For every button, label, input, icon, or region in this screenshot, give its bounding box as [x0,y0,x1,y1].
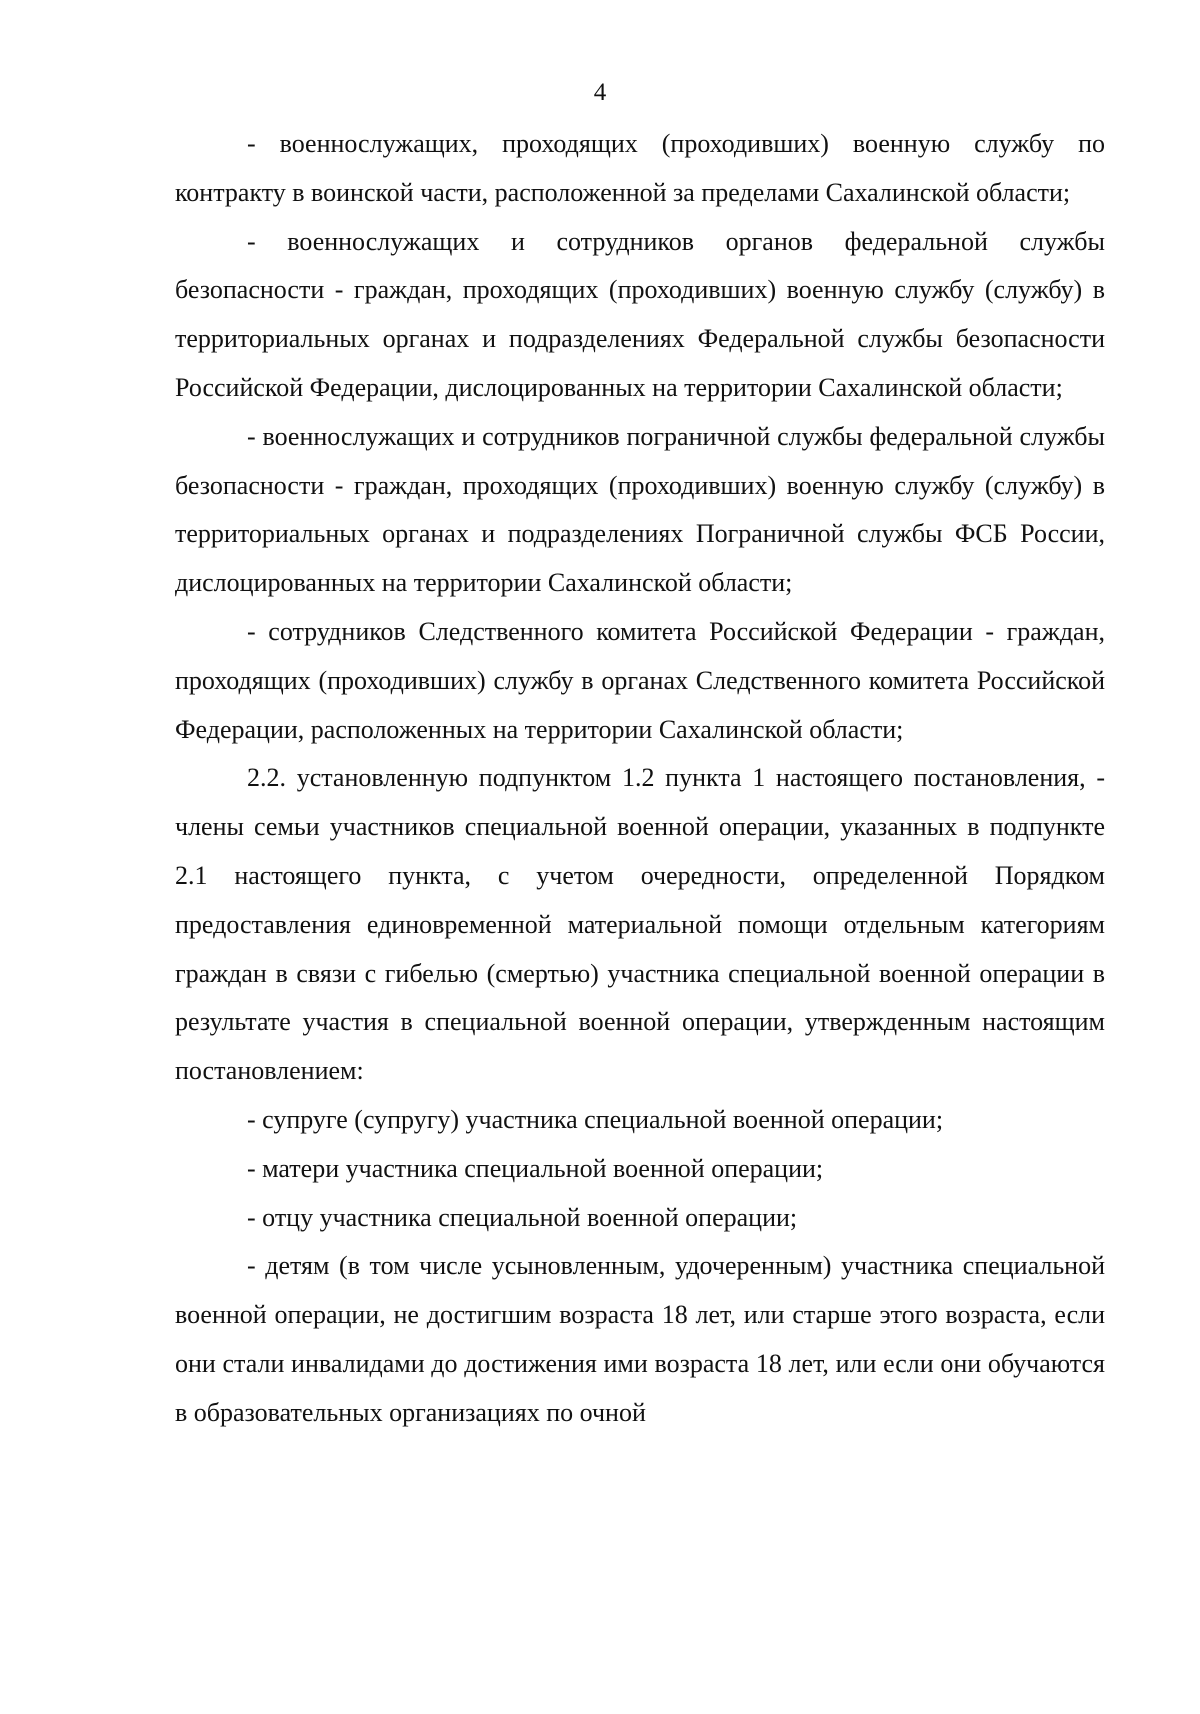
list-item-father: - отцу участника специальной военной операции; [247,1202,798,1232]
list-item-children: - детям (в том числе усыновленным, удочеренным) участника специальной военной операции, не достигшим возраста 18 лет, или старше этого возраста, если они стали инвалидами до достижения ими возраста 18 лет, или если они обучаются в образовательных организациях по очной [175,1251,1105,1427]
list-item-mother: - матери участника специальной военной операции; [247,1153,824,1183]
paragraph-fsb-servicemen: - военнослужащих и сотрудников органов федеральной службы безопасности - граждан, проходящих (проходивших) военную службу (службу) в территориальных органах и подразделениях Федеральной службы безопасности Российской Федерации, дислоцированных на территории Сахалинской области; [175,226,1105,402]
document-body [175,120,1105,1438]
list-item-spouse: - супруге (супругу) участника специальной военной операции; [247,1104,944,1134]
page-number: 4 [593,79,607,106]
paragraph-investigative-committee: - сотрудников Следственного комитета Российской Федерации - граждан, проходящих (проходивших) службу в органах Следственного комитета Российской Федерации, расположенных на территории Сахалинской области; [175,616,1105,744]
paragraph-contract-servicemen: - военнослужащих, проходящих (проходивших) военную службу по контракту в воинской части, расположенной за пределами Сахалинской области; [175,129,1105,207]
paragraph-2-2-family-members: 2.2. установленную подпунктом 1.2 пункта 1 настоящего постановления, - члены семьи участников специальной военной операции, указанных в подпункте 2.1 настоящего пункта, с учетом очередности, определенной Порядком предоставления единовременной материальной помощи отдельным категориям граждан в связи с гибелью (смертью) участника специальной военной операции в результате участия в специальной военной операции, утвержденным настоящим постановлением: [175,763,1105,1086]
paragraph-border-service: - военнослужащих и сотрудников пограничной службы федеральной службы безопасности - граждан, проходящих (проходивших) военную службу (службу) в территориальных органах и подразделениях Пограничной службы ФСБ России, дислоцированных на территории Сахалинской области; [175,421,1105,598]
